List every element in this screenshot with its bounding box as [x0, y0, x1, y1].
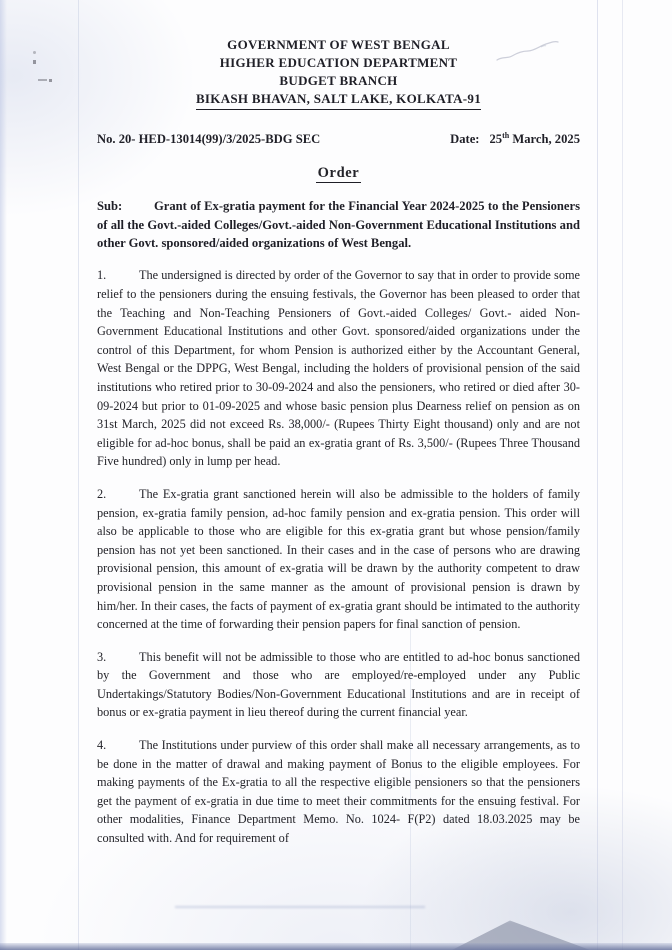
date-field: [450, 131, 580, 147]
letterhead: [97, 36, 580, 110]
date-month-year: March, 2025: [509, 132, 580, 147]
order-heading-row: [97, 164, 580, 182]
paragraph-text: The undersigned is directed by order of the Governor to say that in order to provide some relief to the pensioners during the ensuing festivals, the Governor has been pleased to order that the Teaching and Non-Teaching Pensioners of Govt.-aided Colleges/ Govt.- aided Non-Government Educational Institutions and other Govt. sponsored/aided organizations under the control of this Department, for whom Pension is authorized either by the Accountant General, West Bengal or the DPPG, West Bengal, including the holders of provisional pension of the said institutions who retired prior to 30-09-2024 and also the pensioners, who retired or died after 30-09-2024 but prior to 01-09-2025 and whose basic pension plus Dearness relief on pension as on 31st March, 2025 did not exceed Rs. 38,000/- (Rupees Thirty Eight thousand) only and are not eligible for ad-hoc bonus, shall be paid an ex-gratia grant of Rs. 3,500/- (Rupees Three Thousand Five hundred) only in lump per head.: [97, 268, 580, 469]
paragraph-number: 3.: [97, 649, 107, 664]
order-paragraph-2: [97, 485, 580, 634]
scan-edge-shadow: [0, 0, 7, 950]
paragraph-number: 1.: [97, 268, 107, 283]
paragraph-text: The Ex-gratia grant sanctioned herein will also be admissible to the holders of family pension, ex-gratia family pension, ad-hoc family pension and ex-gratia pension. This order will also be applicable to those who are eligible for this ex-gratia grant but whose pension/family pension has not yet been sanctioned. In their cases and in the case of persons who are drawing provisional pension, this amount of ex-gratia will be drawn by the authority competent to draw provisional pension in the same manner as the amount of provisional pension is drawn by him/her. In their cases, the facts of payment of ex-gratia grant should be intimated to the authority concerned at the time of forwarding their pension papers for final sanction of pension.: [97, 486, 580, 632]
branch-name: BUDGET BRANCH: [279, 73, 398, 88]
paragraph-number: 2.: [97, 486, 107, 501]
subject-block: [97, 197, 580, 252]
order-paragraph-1: [97, 266, 580, 471]
fold-crease-line: [622, 0, 623, 950]
paragraph-number: 4.: [97, 738, 107, 753]
subject-text: Grant of Ex-gratia payment for the Financial Year 2024-2025 to the Pensioners of all the Govt.-aided Colleges/Govt.-aided Non-Government Educational Institutions and other Govt. sponsored/aided organizations of West Bengal.: [97, 199, 580, 250]
department-name: HIGHER EDUCATION DEPARTMENT: [219, 55, 458, 70]
date-day: 25: [489, 132, 503, 147]
fold-crease-line: [597, 0, 598, 950]
date-label: Date:: [450, 132, 480, 147]
paragraph-text: The Institutions under purview of this order shall make all necessary arrangements, as to be done in the matter of drawal and making payment of Bonus to the eligible employees. For making payments of the Ex-gratia to all the respective eligible pensioners so that the pensioners get the payment of ex-gratia in due time to meet their commitments for the ensuing festival. For other modalities, Finance Department Memo. No. 1024- F(P2) dated 18.03.2025 may be consulted with. And for requirement of: [97, 738, 580, 846]
scanner-bottom-bar: [0, 943, 672, 950]
subject-label: Sub:: [97, 199, 123, 214]
government-name: GOVERNMENT OF WEST BENGAL: [227, 37, 450, 52]
order-heading: Order: [317, 165, 360, 182]
office-address: BIKASH BHAVAN, SALT LAKE, KOLKATA-91: [196, 90, 481, 110]
paragraph-text: This benefit will not be admissible to those who are entitled to ad-hoc bonus sanctioned by the Government and those who are employed/re-employed under any Public Undertakings/Statutory Bodies/Non-Government Educational Institutions and are in receipt of bonus or ex-gratia payment in lieu thereof during the current financial year.: [97, 649, 580, 720]
order-paragraph-3: [97, 648, 580, 722]
fold-crease-line: [78, 0, 79, 950]
memo-number: No. 20- HED-13014(99)/3/2025-BDG SEC: [97, 132, 321, 147]
reference-row: [97, 131, 580, 147]
order-paragraph-4: [97, 736, 580, 848]
document-body: [97, 36, 580, 848]
ink-speck: [33, 51, 36, 54]
date-ordinal-suffix: th: [502, 131, 510, 140]
scan-smudge-line: [175, 906, 425, 908]
ink-speck: [49, 79, 52, 82]
ink-speck: [38, 79, 47, 81]
ink-speck: [33, 60, 36, 64]
